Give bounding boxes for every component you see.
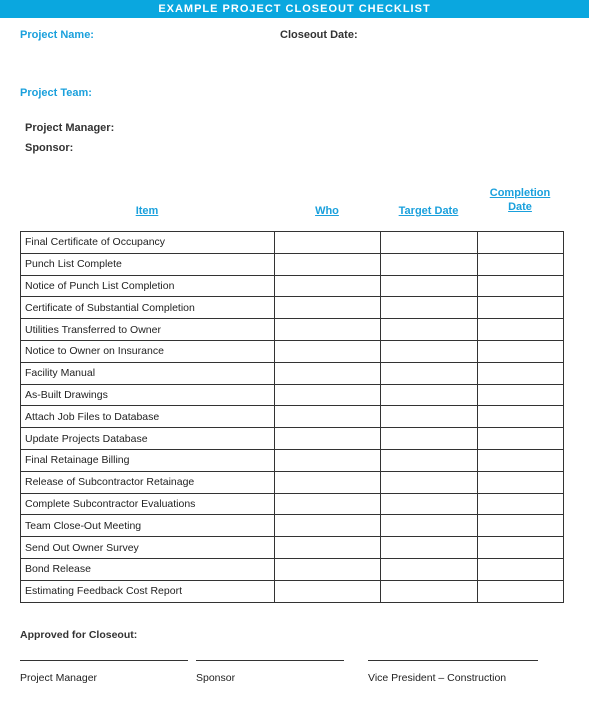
column-header-target-date: Target Date — [398, 205, 459, 217]
item-cell: Final Retainage Billing — [21, 449, 275, 471]
completion-date-cell[interactable] — [478, 253, 564, 275]
target-date-cell[interactable] — [381, 253, 478, 275]
target-date-cell[interactable] — [381, 275, 478, 297]
completion-date-cell[interactable] — [478, 428, 564, 450]
table-row — [21, 275, 564, 297]
table-row — [21, 537, 564, 559]
column-header-completion-date — [477, 187, 563, 213]
target-date-cell[interactable] — [381, 580, 478, 602]
target-date-cell[interactable] — [381, 537, 478, 559]
sponsor-label: Sponsor: — [25, 142, 74, 154]
completion-date-cell[interactable] — [478, 537, 564, 559]
item-cell: Notice of Punch List Completion — [21, 275, 275, 297]
completion-date-cell[interactable] — [478, 297, 564, 319]
item-cell: Certificate of Substantial Completion — [21, 297, 275, 319]
item-cell: Utilities Transferred to Owner — [21, 319, 275, 341]
completion-date-cell[interactable] — [478, 558, 564, 580]
completion-date-cell[interactable] — [478, 340, 564, 362]
target-date-cell[interactable] — [381, 297, 478, 319]
completion-date-cell[interactable] — [478, 493, 564, 515]
item-cell: Facility Manual — [21, 362, 275, 384]
approved-for-closeout-label: Approved for Closeout: — [20, 629, 138, 641]
table-row — [21, 428, 564, 450]
project-name-label: Project Name: — [20, 29, 94, 41]
target-date-cell[interactable] — [381, 232, 478, 254]
completion-date-cell[interactable] — [478, 319, 564, 341]
signature-label-vice-president: Vice President – Construction — [368, 672, 507, 684]
item-cell: Final Certificate of Occupancy — [21, 232, 275, 254]
completion-date-cell[interactable] — [478, 232, 564, 254]
table-row — [21, 493, 564, 515]
who-cell[interactable] — [275, 558, 381, 580]
signature-line-project-manager — [20, 660, 188, 661]
who-cell[interactable] — [275, 428, 381, 450]
table-row — [21, 384, 564, 406]
target-date-cell[interactable] — [381, 362, 478, 384]
completion-date-cell[interactable] — [478, 449, 564, 471]
target-date-cell[interactable] — [381, 558, 478, 580]
completion-date-cell[interactable] — [478, 275, 564, 297]
column-header-who: Who — [315, 205, 339, 217]
item-cell: As-Built Drawings — [21, 384, 275, 406]
target-date-cell[interactable] — [381, 319, 478, 341]
item-cell: Estimating Feedback Cost Report — [21, 580, 275, 602]
column-header-item: Item — [135, 205, 159, 217]
signature-line-vice-president — [368, 660, 538, 661]
completion-date-cell[interactable] — [478, 384, 564, 406]
item-cell: Complete Subcontractor Evaluations — [21, 493, 275, 515]
completion-header-line2: Date — [508, 201, 532, 213]
signature-label-project-manager: Project Manager — [20, 672, 98, 684]
completion-header-line1: Completion — [489, 187, 551, 199]
closeout-date-label: Closeout Date: — [280, 29, 358, 41]
who-cell[interactable] — [275, 340, 381, 362]
who-cell[interactable] — [275, 362, 381, 384]
who-cell[interactable] — [275, 471, 381, 493]
completion-date-cell[interactable] — [478, 515, 564, 537]
who-cell[interactable] — [275, 537, 381, 559]
who-cell[interactable] — [275, 493, 381, 515]
who-cell[interactable] — [275, 406, 381, 428]
signature-label-sponsor: Sponsor — [196, 672, 236, 684]
table-row — [21, 449, 564, 471]
completion-date-cell[interactable] — [478, 406, 564, 428]
target-date-cell[interactable] — [381, 406, 478, 428]
project-team-label: Project Team: — [20, 87, 92, 99]
table-row — [21, 319, 564, 341]
checklist-title-banner: EXAMPLE PROJECT CLOSEOUT CHECKLIST — [0, 0, 589, 18]
target-date-cell[interactable] — [381, 449, 478, 471]
signature-line-sponsor — [196, 660, 344, 661]
who-cell[interactable] — [275, 449, 381, 471]
item-cell: Send Out Owner Survey — [21, 537, 275, 559]
project-manager-label: Project Manager: — [25, 122, 115, 134]
target-date-cell[interactable] — [381, 493, 478, 515]
item-cell: Punch List Complete — [21, 253, 275, 275]
who-cell[interactable] — [275, 319, 381, 341]
target-date-cell[interactable] — [381, 384, 478, 406]
table-row — [21, 471, 564, 493]
who-cell[interactable] — [275, 275, 381, 297]
who-cell[interactable] — [275, 515, 381, 537]
who-cell[interactable] — [275, 232, 381, 254]
target-date-cell[interactable] — [381, 515, 478, 537]
table-row — [21, 340, 564, 362]
who-cell[interactable] — [275, 297, 381, 319]
item-cell: Team Close-Out Meeting — [21, 515, 275, 537]
who-cell[interactable] — [275, 253, 381, 275]
table-row — [21, 558, 564, 580]
item-cell: Update Projects Database — [21, 428, 275, 450]
completion-date-cell[interactable] — [478, 471, 564, 493]
target-date-cell[interactable] — [381, 428, 478, 450]
target-date-cell[interactable] — [381, 471, 478, 493]
item-cell: Attach Job Files to Database — [21, 406, 275, 428]
completion-date-cell[interactable] — [478, 580, 564, 602]
item-cell: Bond Release — [21, 558, 275, 580]
table-row — [21, 406, 564, 428]
table-row — [21, 515, 564, 537]
who-cell[interactable] — [275, 580, 381, 602]
item-cell: Notice to Owner on Insurance — [21, 340, 275, 362]
checklist-table — [20, 231, 564, 603]
table-row — [21, 232, 564, 254]
target-date-cell[interactable] — [381, 340, 478, 362]
table-row — [21, 253, 564, 275]
item-cell: Release of Subcontractor Retainage — [21, 471, 275, 493]
table-row — [21, 297, 564, 319]
table-row — [21, 580, 564, 602]
table-row — [21, 362, 564, 384]
who-cell[interactable] — [275, 384, 381, 406]
completion-date-cell[interactable] — [478, 362, 564, 384]
